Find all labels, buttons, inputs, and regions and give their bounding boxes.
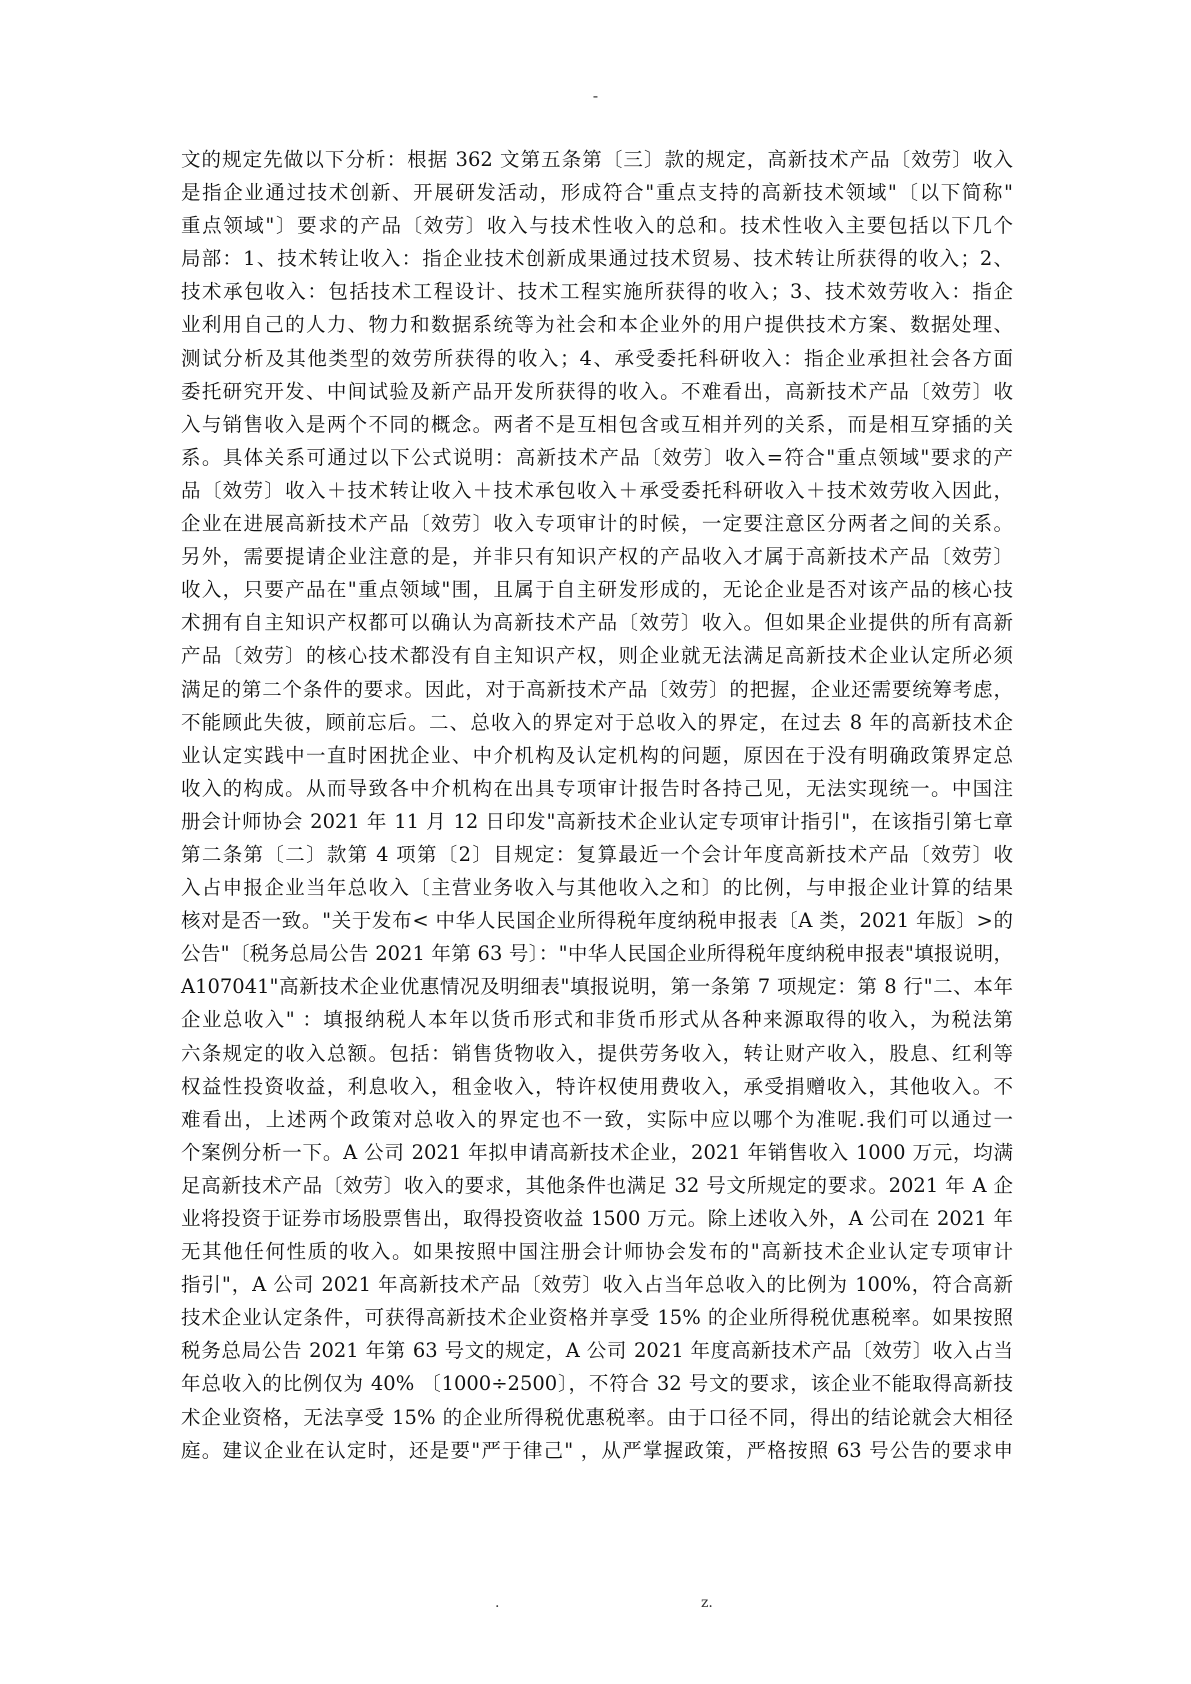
text-line: 册会计师协会 2021 年 11 月 12 日印发"高新技术企业认定专项审计指引"，在该指引第七章 bbox=[181, 809, 1013, 833]
text-line: 术企业资格，无法享受 15% 的企业所得税优惠税率。由于口径不同，得出的结论就会大相径 bbox=[181, 1405, 1013, 1429]
text-line: 税务总局公告 2021 年第 63 号文的规定，A 公司 2021 年度高新技术产品〔效劳〕收入占当 bbox=[181, 1339, 1013, 1363]
text-line: 六条规定的收入总额。包括：销售货物收入，提供劳务收入，转让财产收入，股息、红利等 bbox=[181, 1041, 1013, 1065]
text-line: 业利用自己的人力、物力和数据系统等为社会和本企业外的用户提供技术方案、数据处理、 bbox=[181, 313, 1013, 337]
text-line: 技术企业认定条件，可获得高新技术企业资格并享受 15% 的企业所得税优惠税率。如果按照 bbox=[181, 1306, 1013, 1330]
text-line: 委托研究开发、中间试验及新产品开发所获得的收入。不难看出，高新技术产品〔效劳〕收 bbox=[181, 379, 1013, 403]
text-line: 无其他任何性质的收入。如果按照中国注册会计师协会发布的"高新技术企业认定专项审计 bbox=[181, 1240, 1013, 1264]
page-header-mark: - bbox=[592, 86, 599, 105]
text-line: 入占申报企业当年总收入〔主营业务收入与其他收入之和〕的比例，与申报企业计算的结果 bbox=[181, 876, 1013, 900]
text-line: 庭。建议企业在认定时，还是要"严于律己" ，从严掌握政策，严格按照 63 号公告的要求申 bbox=[181, 1438, 1013, 1462]
text-line: 满足的第二个条件的要求。因此，对于高新技术产品〔效劳〕的把握，企业还需要统筹考虑， bbox=[181, 677, 1013, 701]
text-line: 收入，只要产品在"重点领域"围，且属于自主研发形成的，无论企业是否对该产品的核心技 bbox=[181, 578, 1013, 602]
text-line: 业认定实践中一直时困扰企业、中介机构及认定机构的问题，原因在于没有明确政策界定总 bbox=[181, 743, 1013, 767]
text-line: 重点领域"〕要求的产品〔效劳〕收入与技术性收入的总和。技术性收入主要包括以下几个 bbox=[181, 214, 1013, 238]
text-line: 企业总收入" ：填报纳税人本年以货币形式和非货币形式从各种来源取得的收入，为税法第 bbox=[181, 1008, 1013, 1032]
text-line: A107041"高新技术企业优惠情况及明细表"填报说明，第一条第 7 项规定：第 8 行"二、本年 bbox=[181, 975, 1013, 999]
text-line: 年总收入的比例仅为 40% 〔1000÷2500〕，不符合 32 号文的要求，该企业不能取得高新技 bbox=[181, 1372, 1013, 1396]
text-line: 局部：1、技术转让收入：指企业技术创新成果通过技术贸易、技术转让所获得的收入；2、 bbox=[181, 247, 1013, 271]
page-footer bbox=[0, 1593, 1191, 1613]
text-line: 企业在进展高新技术产品〔效劳〕收入专项审计的时候，一定要注意区分两者之间的关系。 bbox=[181, 512, 1013, 536]
text-line: 收入的构成。从而导致各中介机构在出具专项审计报告时各持己见，无法实现统一。中国注 bbox=[181, 776, 1013, 800]
text-line: 核对是否一致。"关于发布< 中华人民国企业所得税年度纳税申报表〔A 类，2021 年版〕>的 bbox=[181, 909, 1013, 933]
text-line: 技术承包收入：包括技术工程设计、技术工程实施所获得的收入；3、技术效劳收入：指企 bbox=[181, 280, 1013, 304]
text-line: 测试分析及其他类型的效劳所获得的收入；4、承受委托科研收入：指企业承担社会各方面 bbox=[181, 346, 1013, 370]
text-line: 另外，需要提请企业注意的是，并非只有知识产权的产品收入才属于高新技术产品〔效劳〕 bbox=[181, 545, 1013, 569]
text-line: 品〔效劳〕收入＋技术转让收入＋技术承包收入＋承受委托科研收入＋技术效劳收入因此， bbox=[181, 478, 1013, 502]
text-line: 足高新技术产品〔效劳〕收入的要求，其他条件也满足 32 号文所规定的要求。2021 年 A 企 bbox=[181, 1173, 1013, 1197]
footer-right-mark: z. bbox=[701, 1595, 713, 1611]
text-line: 文的规定先做以下分析：根据 362 文第五条第〔三〕款的规定，高新技术产品〔效劳〕收入 bbox=[181, 148, 1013, 171]
text-line: 难看出，上述两个政策对总收入的界定也不一致，实际中应以哪个为准呢.我们可以通过一 bbox=[181, 1107, 1013, 1131]
text-line: 权益性投资收益，利息收入，租金收入，特许权使用费收入，承受捐赠收入，其他收入。不 bbox=[181, 1074, 1013, 1098]
text-line: 术拥有自主知识产权都可以确认为高新技术产品〔效劳〕收入。但如果企业提供的所有高新 bbox=[181, 611, 1013, 635]
text-line: 第二条第〔二〕款第 4 项第〔2〕目规定：复算最近一个会计年度高新技术产品〔效劳〕收 bbox=[181, 842, 1013, 866]
text-line: 系。具体关系可通过以下公式说明：高新技术产品〔效劳〕收入=符合"重点领域"要求的产 bbox=[181, 445, 1013, 469]
text-line: 不能顾此失彼，顾前忘后。二、总收入的界定对于总收入的界定，在过去 8 年的高新技术企 bbox=[181, 710, 1013, 734]
footer-left-mark: . bbox=[495, 1595, 500, 1611]
text-line: 入与销售收入是两个不同的概念。两者不是互相包含或互相并列的关系，而是相互穿插的关 bbox=[181, 412, 1013, 436]
text-line: 指引"，A 公司 2021 年高新技术产品〔效劳〕收入占当年总收入的比例为 100%，符合高新 bbox=[181, 1273, 1013, 1297]
text-line: 是指企业通过技术创新、开展研发活动，形成符合"重点支持的高新技术领域"〔以下简称" bbox=[181, 181, 1013, 205]
text-line: 公告"〔税务总局公告 2021 年第 63 号〕："中华人民国企业所得税年度纳税申报表"填报说明， bbox=[181, 942, 1013, 966]
text-line: 产品〔效劳〕的核心技术都没有自主知识产权，则企业就无法满足高新技术企业认定所必须 bbox=[181, 644, 1013, 668]
body-text bbox=[181, 143, 1013, 1467]
text-line: 个案例分析一下。A 公司 2021 年拟申请高新技术企业，2021 年销售收入 1000 万元，均满 bbox=[181, 1140, 1013, 1164]
text-line: 业将投资于证券市场股票售出，取得投资收益 1500 万元。除上述收入外，A 公司在 2021 年 bbox=[181, 1207, 1013, 1230]
